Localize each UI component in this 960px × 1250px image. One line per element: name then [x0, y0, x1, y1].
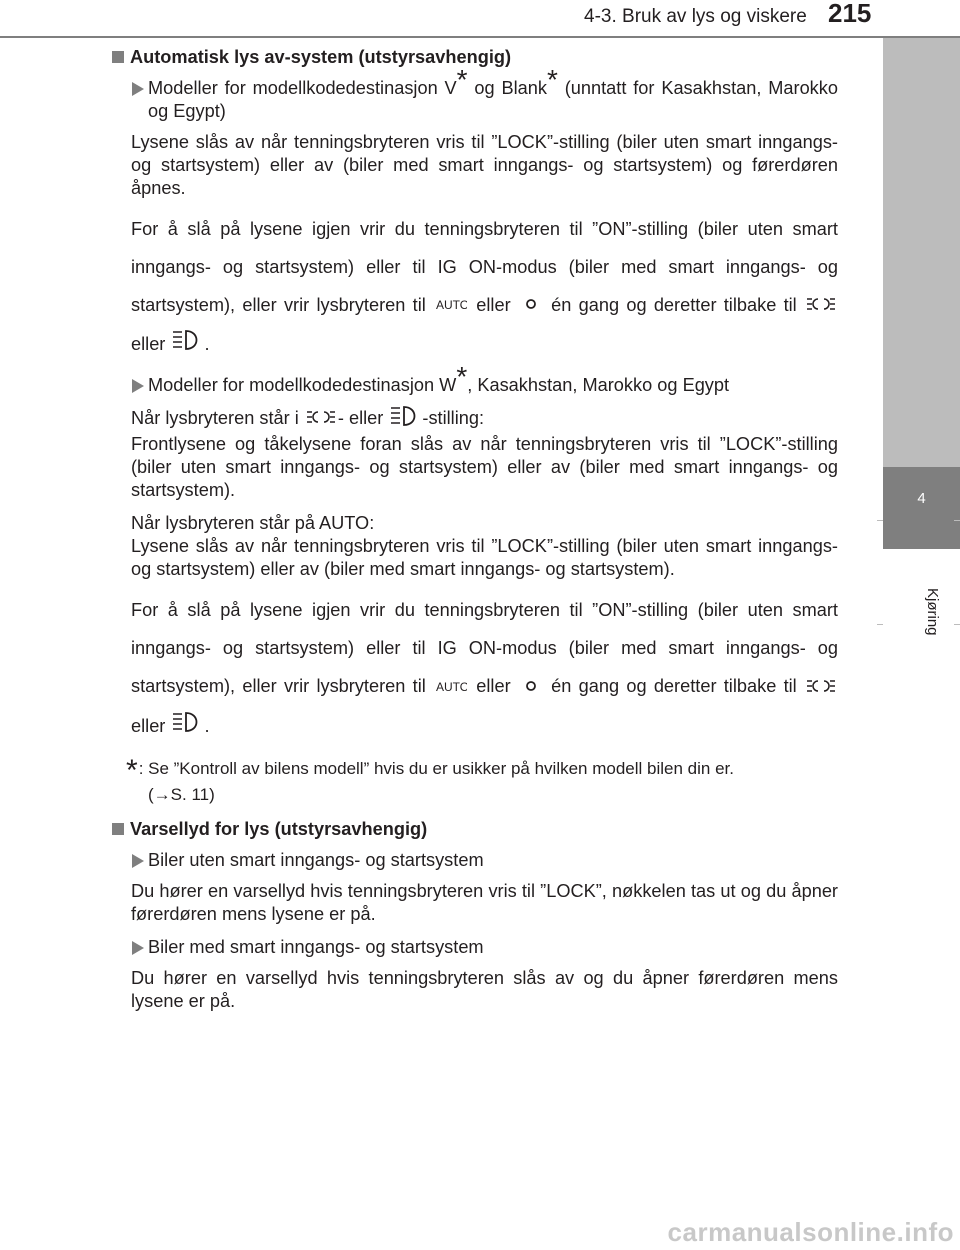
svg-text:AUTO: AUTO: [436, 298, 468, 313]
arrow-bullet-icon: [132, 82, 144, 96]
paragraph: For å slå på lysene igjen vrir du tenningsbryteren til ”ON”-stilling (biler uten smart inngangs- og startsystem) eller til IG ON-modus (biler med smart inngangs- og startsystem), eller vrir lysbryteren til AUTO eller én gang og deretter tilbake til eller .: [131, 591, 838, 745]
paragraph: Når lysbryteren står i - eller -stilling: Frontlysene og tåkelysene foran slås av når tenningsbryteren vris til ”LOCK”-stilling (biler uten smart inngangs- og startsystem) eller av (biler med smart inngangs- og startsystem).: [131, 405, 838, 502]
arrow-bullet-icon: [132, 941, 144, 955]
crop-mark: [954, 520, 960, 521]
auto-icon: [435, 669, 467, 707]
tail-light-icon: [306, 408, 336, 431]
side-tab-number: 4: [917, 490, 926, 507]
square-bullet-icon: [112, 823, 124, 835]
side-tab-band: [883, 38, 960, 467]
paragraph: Du hører en varsellyd hvis tenningsbryteren slås av og du åpner førerdøren mens lysene er på.: [131, 967, 838, 1011]
model-condition: Modeller for modellkodedestinasjon V* og Blank* (unntatt for Kasakhstan, Marokko og Egypt): [112, 77, 838, 123]
paragraph: Når lysbryteren står på AUTO: Lysene slås av når tenningsbryteren vris til ”LOCK”-stilling (biler uten smart inngangs- og startsystem) eller av (biler med smart inngangs- og startsystem).: [131, 513, 838, 580]
auto-icon: [435, 287, 467, 325]
section-heading: Varsellyd for lys (utstyrsavhengig): [112, 818, 838, 841]
arrow-bullet-icon: [132, 854, 144, 868]
page-reference: (→S. 11): [148, 784, 215, 804]
model-condition: Biler uten smart inngangs- og startsystem: [112, 849, 838, 872]
model-condition: Modeller for modellkodedestinasjon W*, Kasakhstan, Marokko og Egypt: [112, 374, 838, 397]
page-body: [112, 46, 838, 1023]
paragraph: For å slå på lysene igjen vrir du tenningsbryteren til ”ON”-stilling (biler uten smart inngangs- og startsystem) eller til IG ON-modus (biler med smart inngangs- og startsystem), eller vrir lysbryteren til AUTO eller én gang og deretter tilbake til eller .: [131, 210, 838, 364]
headlight-icon: [390, 405, 420, 433]
watermark: carmanualsonline.info: [667, 1217, 954, 1247]
off-circle-icon: [520, 669, 542, 707]
section-heading: Automatisk lys av-system (utstyrsavhengig): [112, 46, 838, 69]
side-tab-label: Kjøring: [924, 588, 941, 636]
tail-light-icon: [806, 669, 836, 707]
chapter-title: 4-3. Bruk av lys og viskere: [584, 6, 807, 27]
headlight-icon: [172, 708, 202, 746]
side-tab-marker: [883, 467, 960, 549]
arrow-bullet-icon: [132, 379, 144, 393]
crop-mark: [954, 624, 960, 625]
square-bullet-icon: [112, 51, 124, 63]
paragraph: Du hører en varsellyd hvis tenningsbryteren vris til ”LOCK”, nøkkelen tas ut og du åpner førerdøren mens lysene er på.: [131, 880, 838, 924]
footnote: *: Se ”Kontroll av bilens modell” hvis du er usikker på hvilken modell bilen din er. (→S. 11): [126, 756, 838, 808]
crop-mark: [877, 520, 883, 521]
headlight-icon: [172, 326, 202, 364]
page-number: 215: [828, 0, 872, 28]
chapter-side-tab: [883, 38, 960, 1250]
header-divider: [0, 36, 960, 38]
off-circle-icon: [520, 287, 542, 325]
svg-text:AUTO: AUTO: [436, 679, 468, 694]
model-condition: Biler med smart inngangs- og startsystem: [112, 936, 838, 959]
paragraph: Lysene slås av når tenningsbryteren vris til ”LOCK”-stilling (biler uten smart inngangs- og startsystem) eller av (biler med smart inngangs- og startsystem) og førerdøren åpnes.: [131, 132, 838, 198]
tail-light-icon: [806, 287, 836, 325]
crop-mark: [877, 624, 883, 625]
